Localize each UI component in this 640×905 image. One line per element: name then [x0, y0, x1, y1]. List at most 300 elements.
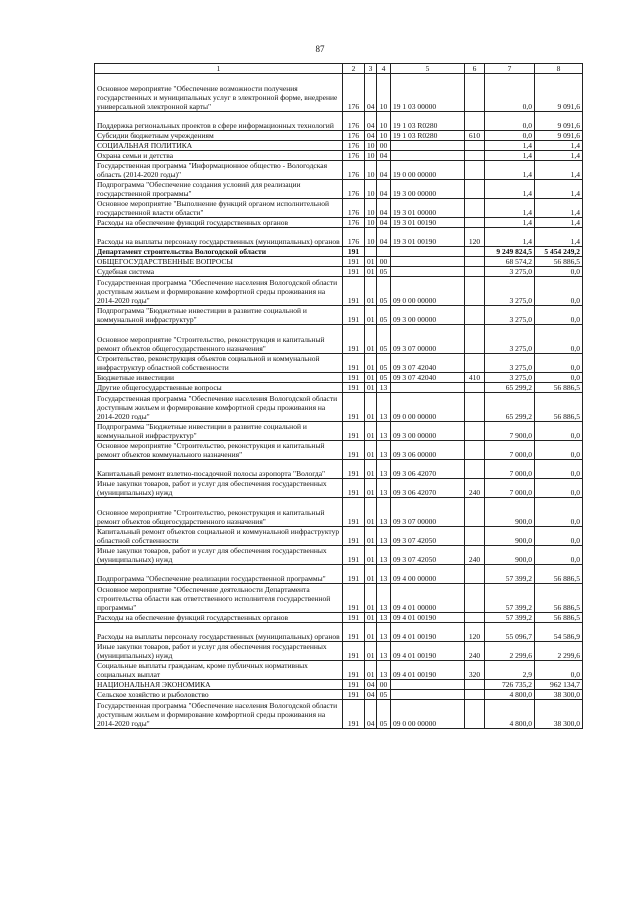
cell-code-subsection: 13	[377, 546, 391, 565]
table-body	[95, 74, 583, 729]
cell-code-admin: 176	[343, 112, 365, 131]
cell-amount-col7: 7 900,0	[485, 422, 535, 441]
row-name: Государственная программа "Информационное общество - Вологодская область (2014-2020 годы)"	[95, 161, 343, 180]
cell-code-expense	[465, 247, 485, 257]
cell-amount-col8: 1,4	[535, 180, 583, 199]
cell-code-expense	[465, 267, 485, 277]
table-row	[95, 661, 583, 680]
table-header-row	[95, 64, 583, 74]
cell-code-subsection: 05	[377, 373, 391, 383]
cell-code-expense	[465, 74, 485, 112]
cell-amount-col8: 0,0	[535, 661, 583, 680]
cell-amount-col7: 55 096,7	[485, 623, 535, 642]
cell-amount-col7: 4 800,0	[485, 700, 535, 729]
cell-code-section: 01	[365, 498, 377, 527]
table-row	[95, 690, 583, 700]
cell-code-admin: 191	[343, 700, 365, 729]
cell-code-expense: 120	[465, 623, 485, 642]
cell-code-target: 09 3 06 42070	[391, 460, 465, 479]
cell-amount-col7: 7 000,0	[485, 441, 535, 460]
cell-code-subsection: 13	[377, 565, 391, 584]
cell-code-expense	[465, 141, 485, 151]
cell-code-expense	[465, 584, 485, 613]
cell-code-target: 09 3 07 00000	[391, 498, 465, 527]
cell-code-admin: 191	[343, 325, 365, 354]
cell-code-target: 19 0 00 00000	[391, 161, 465, 180]
cell-amount-col7: 2,9	[485, 661, 535, 680]
cell-code-subsection: 13	[377, 584, 391, 613]
table-row	[95, 584, 583, 613]
cell-code-expense	[465, 680, 485, 690]
cell-code-section: 01	[365, 277, 377, 306]
cell-amount-col7: 65 299,2	[485, 393, 535, 422]
cell-amount-col7: 4 800,0	[485, 690, 535, 700]
table-row	[95, 623, 583, 642]
cell-code-target: 09 3 00 00000	[391, 306, 465, 325]
cell-code-target: 19 3 01 00190	[391, 218, 465, 228]
cell-code-admin: 176	[343, 151, 365, 161]
cell-amount-col8: 1,4	[535, 151, 583, 161]
cell-code-admin: 191	[343, 277, 365, 306]
table-row	[95, 325, 583, 354]
column-header: 6	[465, 64, 485, 74]
row-name: Иные закупки товаров, работ и услуг для обеспечения государственных (муниципальных) нужд	[95, 546, 343, 565]
cell-code-expense	[465, 527, 485, 546]
cell-code-admin: 176	[343, 131, 365, 141]
cell-code-expense	[465, 277, 485, 306]
cell-code-subsection: 13	[377, 527, 391, 546]
cell-code-admin: 191	[343, 584, 365, 613]
cell-code-subsection: 13	[377, 623, 391, 642]
cell-code-section: 01	[365, 354, 377, 373]
cell-code-subsection: 10	[377, 74, 391, 112]
cell-amount-col7: 3 275,0	[485, 325, 535, 354]
cell-code-admin: 176	[343, 141, 365, 151]
cell-code-target	[391, 690, 465, 700]
cell-code-section: 01	[365, 422, 377, 441]
cell-code-target	[391, 247, 465, 257]
cell-amount-col8: 0,0	[535, 460, 583, 479]
cell-code-expense	[465, 441, 485, 460]
cell-code-target: 09 3 07 00000	[391, 325, 465, 354]
cell-code-target: 19 1 03 R0280	[391, 112, 465, 131]
table-row	[95, 228, 583, 247]
cell-amount-col7: 3 275,0	[485, 306, 535, 325]
cell-code-expense	[465, 613, 485, 623]
cell-code-expense	[465, 383, 485, 393]
table-row	[95, 527, 583, 546]
table-row	[95, 247, 583, 257]
cell-code-target: 09 4 01 00190	[391, 613, 465, 623]
cell-code-subsection: 05	[377, 306, 391, 325]
table-row	[95, 613, 583, 623]
cell-code-expense	[465, 700, 485, 729]
cell-code-target: 09 3 07 42040	[391, 373, 465, 383]
cell-code-subsection: 04	[377, 228, 391, 247]
cell-code-subsection: 04	[377, 218, 391, 228]
row-name: Основное мероприятие "Выполнение функций органом исполнительной государственной власти области"	[95, 199, 343, 218]
cell-amount-col8: 56 886,5	[535, 257, 583, 267]
cell-code-expense: 320	[465, 661, 485, 680]
column-header: 8	[535, 64, 583, 74]
cell-amount-col7: 65 299,2	[485, 383, 535, 393]
cell-code-target	[391, 141, 465, 151]
cell-code-section: 04	[365, 131, 377, 141]
cell-code-subsection: 04	[377, 180, 391, 199]
cell-code-admin: 191	[343, 393, 365, 422]
cell-code-target: 09 0 00 00000	[391, 700, 465, 729]
cell-amount-col8: 1,4	[535, 141, 583, 151]
cell-code-section: 04	[365, 74, 377, 112]
table-row	[95, 199, 583, 218]
table-row	[95, 479, 583, 498]
cell-code-section: 01	[365, 527, 377, 546]
cell-code-admin: 191	[343, 383, 365, 393]
column-header: 1	[95, 64, 343, 74]
cell-amount-col7: 1,4	[485, 228, 535, 247]
row-name: Основное мероприятие "Строительство, реконструкция и капитальный ремонт объектов общегосударственного назначения"	[95, 325, 343, 354]
cell-code-admin: 191	[343, 257, 365, 267]
table-row	[95, 460, 583, 479]
cell-code-section: 01	[365, 460, 377, 479]
cell-amount-col7: 0,0	[485, 74, 535, 112]
cell-code-section: 04	[365, 700, 377, 729]
cell-code-target: 09 4 01 00190	[391, 642, 465, 661]
cell-code-section: 10	[365, 151, 377, 161]
row-name: Основное мероприятие "Строительство, реконструкция и капитальный ремонт объектов коммунального назначения"	[95, 441, 343, 460]
cell-code-target: 09 3 00 00000	[391, 422, 465, 441]
cell-amount-col8: 9 091,6	[535, 74, 583, 112]
cell-code-section: 04	[365, 112, 377, 131]
cell-amount-col8: 1,4	[535, 161, 583, 180]
row-name: Расходы на обеспечение функций государственных органов	[95, 218, 343, 228]
cell-code-target	[391, 267, 465, 277]
cell-code-admin: 176	[343, 161, 365, 180]
cell-code-target: 19 3 00 00000	[391, 180, 465, 199]
cell-code-target: 19 3 01 00190	[391, 228, 465, 247]
row-name: Государственная программа "Обеспечение населения Вологодской области доступным жильем и формирование комфортной среды проживания на 2014-2020 годы"	[95, 393, 343, 422]
cell-amount-col8: 0,0	[535, 527, 583, 546]
row-name: СОЦИАЛЬНАЯ ПОЛИТИКА	[95, 141, 343, 151]
row-name: Сельское хозяйство и рыболовство	[95, 690, 343, 700]
cell-code-expense	[465, 325, 485, 354]
cell-code-section: 10	[365, 141, 377, 151]
table-row	[95, 161, 583, 180]
cell-code-expense	[465, 306, 485, 325]
cell-code-target: 09 3 07 42050	[391, 546, 465, 565]
cell-code-target: 09 0 00 00000	[391, 393, 465, 422]
cell-code-admin: 191	[343, 373, 365, 383]
table-row	[95, 267, 583, 277]
cell-code-section: 01	[365, 479, 377, 498]
cell-code-admin: 191	[343, 267, 365, 277]
cell-code-subsection: 00	[377, 257, 391, 267]
cell-code-admin: 191	[343, 661, 365, 680]
column-header: 5	[391, 64, 465, 74]
cell-amount-col7: 3 275,0	[485, 354, 535, 373]
cell-code-subsection: 05	[377, 700, 391, 729]
table-row	[95, 257, 583, 267]
table-row	[95, 393, 583, 422]
cell-amount-col8: 0,0	[535, 422, 583, 441]
cell-code-section: 01	[365, 306, 377, 325]
cell-code-expense	[465, 257, 485, 267]
cell-code-subsection: 13	[377, 498, 391, 527]
row-name: Основное мероприятие "Обеспечение возможности получения государственных и муниципальных услуг в электронной форме, внедрение универсальной электронной карты"	[95, 74, 343, 112]
cell-code-subsection: 13	[377, 460, 391, 479]
table-row	[95, 131, 583, 141]
table-row	[95, 642, 583, 661]
table-row	[95, 383, 583, 393]
budget-table	[94, 63, 583, 729]
cell-code-expense	[465, 565, 485, 584]
table-row	[95, 151, 583, 161]
cell-code-section	[365, 247, 377, 257]
column-header: 7	[485, 64, 535, 74]
cell-code-expense: 120	[465, 228, 485, 247]
cell-amount-col8: 54 586,9	[535, 623, 583, 642]
cell-amount-col7: 3 275,0	[485, 277, 535, 306]
cell-code-subsection: 13	[377, 642, 391, 661]
cell-code-section: 01	[365, 383, 377, 393]
cell-code-target: 09 3 06 00000	[391, 441, 465, 460]
cell-code-expense	[465, 161, 485, 180]
cell-code-target	[391, 151, 465, 161]
cell-amount-col7: 900,0	[485, 527, 535, 546]
cell-amount-col7: 1,4	[485, 151, 535, 161]
column-header: 2	[343, 64, 365, 74]
cell-amount-col7: 2 299,6	[485, 642, 535, 661]
cell-code-section: 01	[365, 373, 377, 383]
row-name: Подпрограмма "Обеспечение реализации государственной программы"	[95, 565, 343, 584]
cell-code-admin: 191	[343, 306, 365, 325]
row-name: Подпрограмма "Бюджетные инвестиции в развитие социальной и коммунальной инфраструктур"	[95, 306, 343, 325]
cell-code-subsection	[377, 247, 391, 257]
cell-amount-col8: 56 886,5	[535, 393, 583, 422]
row-name: Судебная система	[95, 267, 343, 277]
cell-amount-col8: 0,0	[535, 325, 583, 354]
cell-amount-col7: 900,0	[485, 498, 535, 527]
cell-code-section: 01	[365, 642, 377, 661]
cell-code-expense: 240	[465, 642, 485, 661]
row-name: Иные закупки товаров, работ и услуг для обеспечения государственных (муниципальных) нужд	[95, 642, 343, 661]
cell-code-target: 09 4 00 00000	[391, 565, 465, 584]
row-name: Расходы на выплаты персоналу государственных (муниципальных) органов	[95, 228, 343, 247]
cell-amount-col7: 7 000,0	[485, 479, 535, 498]
cell-code-section: 04	[365, 690, 377, 700]
cell-code-admin: 191	[343, 546, 365, 565]
cell-code-subsection: 05	[377, 690, 391, 700]
table-row	[95, 277, 583, 306]
table-row	[95, 112, 583, 131]
cell-code-subsection: 05	[377, 354, 391, 373]
row-name: Расходы на выплаты персоналу государственных (муниципальных) органов	[95, 623, 343, 642]
row-name: Поддержка региональных проектов в сфере информационных технологий	[95, 112, 343, 131]
cell-code-subsection: 04	[377, 199, 391, 218]
cell-code-subsection: 04	[377, 151, 391, 161]
cell-code-expense	[465, 199, 485, 218]
row-name: Расходы на обеспечение функций государственных органов	[95, 613, 343, 623]
cell-code-admin: 191	[343, 642, 365, 661]
cell-amount-col7: 3 275,0	[485, 267, 535, 277]
cell-amount-col8: 0,0	[535, 546, 583, 565]
cell-code-subsection: 00	[377, 141, 391, 151]
table-row	[95, 680, 583, 690]
cell-code-admin: 176	[343, 199, 365, 218]
cell-amount-col7: 57 399,2	[485, 613, 535, 623]
cell-code-expense	[465, 460, 485, 479]
cell-code-expense	[465, 180, 485, 199]
cell-amount-col8: 0,0	[535, 479, 583, 498]
cell-amount-col8: 1,4	[535, 218, 583, 228]
cell-code-subsection: 05	[377, 277, 391, 306]
cell-code-section: 01	[365, 441, 377, 460]
cell-amount-col7: 1,4	[485, 218, 535, 228]
cell-code-section: 10	[365, 161, 377, 180]
row-name: Капитальный ремонт объектов социальной и коммунальной инфраструктур областной собственности	[95, 527, 343, 546]
row-name: Социальные выплаты гражданам, кроме публичных нормативных социальных выплат	[95, 661, 343, 680]
cell-code-admin: 176	[343, 180, 365, 199]
cell-code-subsection: 13	[377, 383, 391, 393]
cell-code-section: 01	[365, 257, 377, 267]
cell-code-expense	[465, 354, 485, 373]
cell-code-target	[391, 383, 465, 393]
row-name: Охрана семьи и детства	[95, 151, 343, 161]
cell-code-section: 01	[365, 565, 377, 584]
cell-code-section: 01	[365, 623, 377, 642]
table-row	[95, 306, 583, 325]
cell-code-subsection: 13	[377, 393, 391, 422]
row-name: ОБЩЕГОСУДАРСТВЕННЫЕ ВОПРОСЫ	[95, 257, 343, 267]
cell-code-expense	[465, 151, 485, 161]
cell-amount-col8: 0,0	[535, 267, 583, 277]
cell-amount-col8: 38 300,0	[535, 700, 583, 729]
page-number: 87	[315, 44, 325, 54]
cell-amount-col8: 962 134,7	[535, 680, 583, 690]
cell-code-target: 19 1 03 00000	[391, 74, 465, 112]
cell-code-admin: 191	[343, 623, 365, 642]
table-row	[95, 546, 583, 565]
table-row	[95, 141, 583, 151]
cell-amount-col7: 1,4	[485, 199, 535, 218]
cell-amount-col8: 56 886,5	[535, 584, 583, 613]
cell-code-target: 09 4 01 00190	[391, 623, 465, 642]
cell-code-admin: 176	[343, 74, 365, 112]
cell-amount-col7: 7 000,0	[485, 460, 535, 479]
cell-amount-col8: 0,0	[535, 441, 583, 460]
column-header: 3	[365, 64, 377, 74]
cell-amount-col8: 56 886,5	[535, 613, 583, 623]
cell-amount-col8: 9 091,6	[535, 112, 583, 131]
row-name: Строительство, реконструкция объектов социальной и коммунальной инфраструктур областной собственности	[95, 354, 343, 373]
cell-amount-col8: 9 091,6	[535, 131, 583, 141]
cell-code-subsection: 13	[377, 613, 391, 623]
row-name: Государственная программа "Обеспечение населения Вологодской области доступным жильем и формирование комфортной среды проживания на 2014-2020 годы"	[95, 277, 343, 306]
cell-code-expense	[465, 112, 485, 131]
cell-code-target: 09 3 07 42040	[391, 354, 465, 373]
cell-code-target: 19 3 01 00000	[391, 199, 465, 218]
cell-amount-col7: 0,0	[485, 112, 535, 131]
row-name: Иные закупки товаров, работ и услуг для обеспечения государственных (муниципальных) нужд	[95, 479, 343, 498]
table-row	[95, 373, 583, 383]
table-row	[95, 441, 583, 460]
cell-code-expense	[465, 218, 485, 228]
cell-amount-col7: 57 399,2	[485, 565, 535, 584]
cell-code-admin: 191	[343, 690, 365, 700]
cell-amount-col8: 0,0	[535, 498, 583, 527]
cell-amount-col7: 57 399,2	[485, 584, 535, 613]
cell-code-target: 09 0 00 00000	[391, 277, 465, 306]
cell-code-section: 01	[365, 613, 377, 623]
cell-code-admin: 191	[343, 441, 365, 460]
cell-code-expense	[465, 690, 485, 700]
cell-amount-col7: 1,4	[485, 180, 535, 199]
cell-code-target	[391, 680, 465, 690]
cell-amount-col7: 9 249 824,5	[485, 247, 535, 257]
row-name: Основное мероприятие "Обеспечение деятельности Департамента строительства области как ответственного исполнителя государственной программы"	[95, 584, 343, 613]
cell-code-section: 10	[365, 218, 377, 228]
table-row	[95, 565, 583, 584]
table-row	[95, 180, 583, 199]
cell-code-admin: 191	[343, 498, 365, 527]
cell-amount-col7: 1,4	[485, 161, 535, 180]
table-row	[95, 354, 583, 373]
table-row	[95, 218, 583, 228]
cell-code-admin: 191	[343, 479, 365, 498]
row-name: Другие общегосударственные вопросы	[95, 383, 343, 393]
row-name: Субсидии бюджетным учреждениям	[95, 131, 343, 141]
row-name: Подпрограмма "Бюджетные инвестиции в развитие социальной и коммунальной инфраструктур"	[95, 422, 343, 441]
cell-code-admin: 191	[343, 613, 365, 623]
cell-code-expense: 240	[465, 546, 485, 565]
cell-amount-col8: 56 886,5	[535, 565, 583, 584]
cell-code-admin: 176	[343, 218, 365, 228]
cell-code-subsection: 13	[377, 661, 391, 680]
cell-amount-col7: 3 275,0	[485, 373, 535, 383]
cell-amount-col7: 68 574,2	[485, 257, 535, 267]
row-name: Капитальный ремонт взлетно-посадочной полосы аэропорта "Вологда"	[95, 460, 343, 479]
cell-code-admin: 191	[343, 354, 365, 373]
cell-code-subsection: 10	[377, 112, 391, 131]
cell-code-target: 09 3 07 42050	[391, 527, 465, 546]
cell-amount-col7: 900,0	[485, 546, 535, 565]
cell-code-section: 10	[365, 199, 377, 218]
cell-code-target: 09 3 06 42070	[391, 479, 465, 498]
cell-code-expense: 240	[465, 479, 485, 498]
cell-code-target: 09 4 01 00190	[391, 661, 465, 680]
table-row	[95, 74, 583, 112]
cell-code-subsection: 05	[377, 267, 391, 277]
cell-code-expense	[465, 422, 485, 441]
cell-code-admin: 176	[343, 228, 365, 247]
cell-amount-col8: 2 299,6	[535, 642, 583, 661]
cell-amount-col8: 0,0	[535, 354, 583, 373]
cell-code-subsection: 13	[377, 441, 391, 460]
cell-code-subsection: 00	[377, 680, 391, 690]
cell-amount-col8: 0,0	[535, 306, 583, 325]
table-row	[95, 700, 583, 729]
row-name: Подпрограмма "Обеспечение создания условий для реализации государственной программы"	[95, 180, 343, 199]
cell-code-section: 01	[365, 584, 377, 613]
cell-amount-col8: 1,4	[535, 228, 583, 247]
row-name: Основное мероприятие "Строительство, реконструкция и капитальный ремонт объектов общегосударственного назначения"	[95, 498, 343, 527]
cell-code-subsection: 13	[377, 479, 391, 498]
cell-amount-col8: 56 886,5	[535, 383, 583, 393]
cell-code-expense: 410	[465, 373, 485, 383]
cell-code-section: 01	[365, 393, 377, 422]
cell-code-subsection: 10	[377, 131, 391, 141]
cell-amount-col8: 0,0	[535, 373, 583, 383]
